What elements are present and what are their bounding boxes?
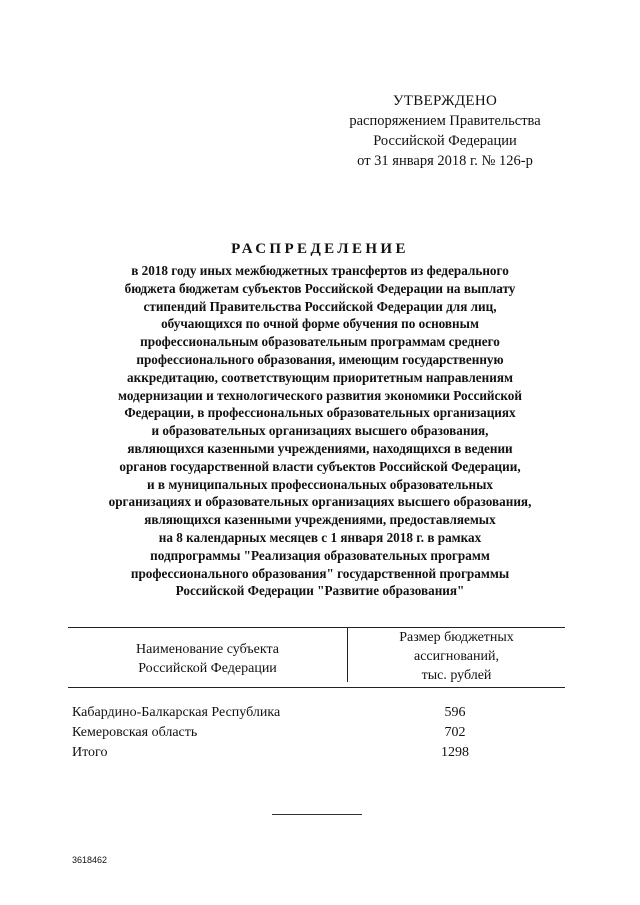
total-value: 1298 [441, 745, 469, 760]
subtitle-line: стипендий Правительства Российской Федерации для лиц, [143, 298, 497, 314]
subtitle-line: обучающихся по очной форме обучения по основным [161, 316, 479, 332]
column-header-line: Размер бюджетных [399, 630, 514, 645]
subtitle-line: профессионального образования, имеющим государственную [136, 351, 504, 367]
subtitle-line: организациях и образовательных организациях высшего образования, [108, 494, 532, 510]
column-header-line: тыс. рублей [421, 668, 492, 683]
subtitle-line: являющихся казенными учреждениями, находящихся в ведении [127, 440, 513, 456]
table-header-rule [68, 687, 565, 688]
approval-block [330, 91, 560, 171]
subtitle-line: профессионального образования" государственной программы [130, 565, 510, 581]
column-header-line: ассигнований, [414, 649, 499, 664]
subtitle-line: профессиональным образовательным программам среднего [140, 334, 500, 350]
subtitle-line: органов государственной власти субъектов Российской Федерации, [119, 458, 521, 474]
amount-value: 702 [444, 725, 466, 740]
table-row [72, 703, 565, 723]
subtitle-line: являющихся казенными учреждениями, предоставляемых [144, 512, 496, 528]
table-row [72, 723, 565, 743]
document-title: РАСПРЕДЕЛЕНИЕ [231, 241, 409, 257]
region-name: Кемеровская область [72, 725, 198, 740]
subtitle-line: в 2018 году иных межбюджетных трансфертов из федерального [131, 263, 509, 278]
subtitle-line: и образовательных организациях высшего образования, [151, 423, 489, 439]
subtitle-line: подпрограммы "Реализация образовательных программ [150, 547, 490, 563]
subtitle-line: на 8 календарных месяцев с 1 января 2018 г. в рамках [158, 529, 482, 545]
subtitle-line: Российской Федерации "Развитие образования" [175, 583, 465, 599]
subtitle-line: аккредитацию, соответствующим приоритетным направлениям [127, 369, 513, 385]
document-subtitle [60, 262, 580, 600]
amount-value: 596 [444, 705, 466, 720]
column-header-line: Российской Федерации [138, 661, 277, 676]
subtitle-line: модернизации и технологического развития экономики Российской [118, 387, 522, 403]
column-header-amount [348, 628, 565, 685]
approval-line-1: распоряжением Правительства [349, 113, 541, 129]
end-of-document-rule [272, 814, 362, 815]
subtitle-line: бюджета бюджетам субъектов Российской Федерации на выплату [124, 280, 516, 296]
subtitle-line: и в муниципальных профессиональных образовательных [147, 476, 493, 492]
table-row-total [72, 743, 565, 763]
table-body [72, 703, 565, 763]
column-header-line: Наименование субъекта [136, 642, 279, 657]
column-header-region [68, 640, 347, 678]
document-code: 3618462 [72, 855, 108, 865]
approval-line-2: Российской Федерации [373, 133, 517, 149]
subtitle-line: Федерации, в профессиональных образовательных организациях [124, 405, 516, 421]
approval-heading: УТВЕРЖДЕНО [392, 93, 498, 109]
total-label: Итого [72, 745, 108, 760]
region-name: Кабардино-Балкарская Республика [72, 705, 281, 720]
approval-date-number: от 31 января 2018 г. № 126-р [357, 153, 533, 169]
